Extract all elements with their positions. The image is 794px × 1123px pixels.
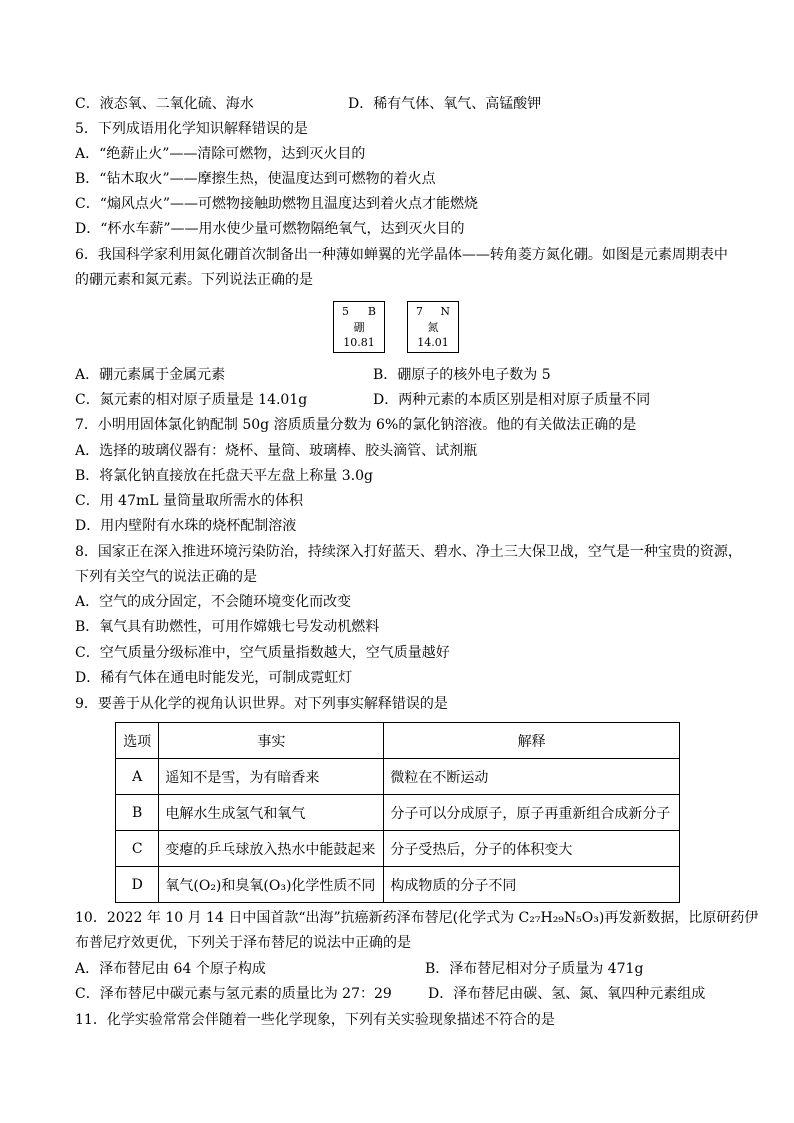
- q8-option-c: C．空气质量分级标准中，空气质量指数越大，空气质量越好: [75, 645, 450, 661]
- q5-option-a: A．“绝薪止火”——清除可燃物，达到灭火目的: [75, 146, 366, 162]
- q7-option-b: B．将氯化钠直接放在托盘天平左盘上称量 3.0g: [75, 468, 373, 484]
- q8-option-b: B．氧气具有助燃性，可用作嫦娥七号发动机燃料: [75, 619, 380, 635]
- table-row: [116, 759, 680, 795]
- element-symbol: N: [440, 305, 450, 318]
- explanation-cell: 分子受热后，分子的体积变大: [384, 831, 680, 867]
- q6-option-a: A．硼元素属于金属元素: [75, 367, 226, 383]
- q7-option-a: A．选择的玻璃仪器有：烧杯、量筒、玻璃棒、胶头滴管、试剂瓶: [75, 443, 478, 459]
- q8-option-d: D．稀有气体在通电时能发光，可制成霓虹灯: [75, 670, 353, 686]
- q6-option-d: D．两种元素的本质区别是相对原子质量不同: [373, 392, 651, 408]
- element-symbol: B: [367, 305, 376, 318]
- q5-option-d: D．“杯水车薪”——用水使少量可燃物隔绝氧气，达到灭火目的: [75, 221, 465, 237]
- explanation-cell: 微粒在不断运动: [384, 759, 680, 795]
- q5-option-c: C．“煽风点火”——可燃物接触助燃物且温度达到着火点才能燃烧: [75, 196, 479, 212]
- q9-stem: 9．要善于从化学的视角认识世界。对下列事实解释错误的是: [75, 696, 448, 712]
- explanation-cell: 构成物质的分子不同: [384, 867, 680, 903]
- q10-option-d: D．泽布替尼由碳、氢、氮、氧四种元素组成: [428, 986, 706, 1002]
- header-option: 选项: [116, 723, 159, 759]
- element-name: 硼: [353, 321, 365, 334]
- header-explanation: 解释: [384, 723, 680, 759]
- explanation-cell: 分子可以分成原子，原子再重新组合成新分子: [384, 795, 680, 831]
- fact-cell: 遥知不是雪，为有暗香来: [159, 759, 384, 795]
- option-cell: B: [116, 795, 159, 831]
- option-cell: D: [116, 867, 159, 903]
- table-row: [116, 831, 680, 867]
- q6-stem-line1: 6．我国科学家利用氮化硼首次制备出一种薄如蝉翼的光学晶体——转角菱方氮化硼。如图是元素周期表中: [75, 247, 728, 263]
- option-cell: A: [116, 759, 159, 795]
- header-fact: 事实: [159, 723, 384, 759]
- table-row: [116, 795, 680, 831]
- table-row: [116, 867, 680, 903]
- element-name: 氮: [427, 321, 439, 334]
- q9-table: [115, 722, 680, 903]
- q10-option-b: B．泽布替尼相对分子质量为 471g: [425, 961, 644, 977]
- q8-option-a: A．空气的成分固定，不会随环境变化而改变: [75, 594, 352, 610]
- q7-option-d: D．用内壁附有水珠的烧杯配制溶液: [75, 518, 297, 534]
- fact-cell: 氧气(O₂)和臭氧(O₃)化学性质不同: [159, 867, 384, 903]
- q10-stem-line2: 布普尼疗效更优，下列关于泽布替尼的说法中正确的是: [75, 935, 411, 951]
- atomic-mass: 14.01: [417, 336, 449, 349]
- element-card-boron: [333, 301, 385, 353]
- element-card-nitrogen: [407, 301, 459, 353]
- atomic-number: 7: [416, 305, 423, 318]
- atomic-mass: 10.81: [343, 336, 375, 349]
- q7-stem: 7．小明用固体氯化钠配制 50g 溶质质量分数为 6%的氯化钠溶液。他的有关做法正确的是: [75, 417, 637, 433]
- option-cell: C: [116, 831, 159, 867]
- q5-option-b: B．“钻木取火”——摩擦生热，使温度达到可燃物的着火点: [75, 171, 436, 187]
- q6-option-c: C．氮元素的相对原子质量是 14.01g: [75, 392, 308, 408]
- q10-option-a: A．泽布替尼由 64 个原子构成: [75, 961, 266, 977]
- fact-cell: 电解水生成氢气和氧气: [159, 795, 384, 831]
- q4-option-d: D．稀有气体、氧气、高锰酸钾: [348, 96, 542, 112]
- q11-stem: 11．化学实验常常会伴随着一些化学现象，下列有关实验现象描述不符合的是: [75, 1012, 555, 1028]
- atomic-number: 5: [342, 305, 349, 318]
- table-header-row: [116, 723, 680, 759]
- fact-cell: 变瘪的乒乓球放入热水中能鼓起来: [159, 831, 384, 867]
- q10-stem-line1: 10．2022 年 10 月 14 日中国首款“出海”抗癌新药泽布替尼(化学式为 C₂₇H₂₉N₅O₃)再发新数据，比原研药伊: [75, 910, 759, 926]
- q6-stem-line2: 的硼元素和氮元素。下列说法正确的是: [75, 272, 313, 288]
- q8-stem-line2: 下列有关空气的说法正确的是: [75, 569, 257, 585]
- q6-option-b: B．硼原子的核外电子数为 5: [373, 367, 551, 383]
- q5-stem: 5．下列成语用化学知识解释错误的是: [75, 121, 308, 137]
- q10-option-c: C．泽布替尼中碳元素与氢元素的质量比为 27：29: [75, 986, 392, 1002]
- q7-option-c: C．用 47mL 量筒量取所需水的体积: [75, 493, 303, 509]
- q4-option-c: C．液态氧、二氧化硫、海水: [75, 96, 254, 112]
- q8-stem-line1: 8．国家正在深入推进环境污染防治，持续深入打好蓝天、碧水、净土三大保卫战，空气是一种宝贵的资源，: [75, 544, 742, 560]
